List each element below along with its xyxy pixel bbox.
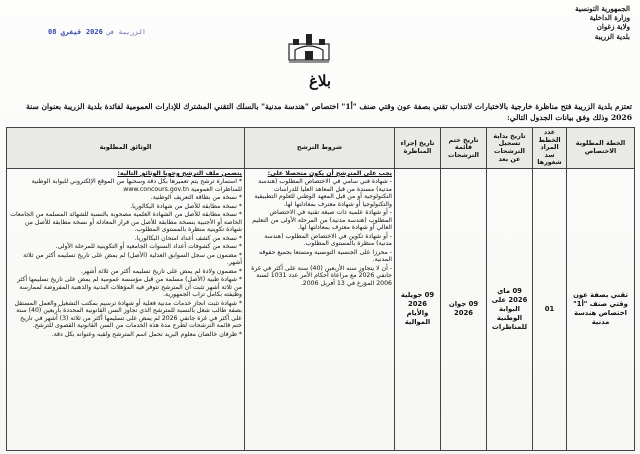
document-item: * نسخة من كشف أعداد امتحان البكالوريا.: [134, 234, 242, 242]
condition-item: - محرزا على الجنسية التونسية ومتمتعا بجميع حقوقه المدنية.: [259, 248, 392, 264]
condition-item: - أو شهادة تكوين في الاختصاص المطلوب (هندسة مدنية) منظرة بالمستوى المطلوب.: [264, 232, 392, 248]
cell-deposit-date: 09 ماي 2026 على البوابة الوطنية للمناظرات: [487, 168, 533, 450]
announcement-table: [6, 127, 635, 451]
documents-title: يتضمن ملف الترشح وجوبا الوثائق التالية:: [117, 169, 242, 177]
document-item: * استمارة ترشح يتم تعميرها بكل دقة وسحبها من الموقع الإلكتروني للبوابة الوطنية للمناظرات العمومية www.concours.gov.tn: [31, 178, 242, 193]
col-header-documents: الوثائق المطلوبة: [7, 128, 245, 169]
cell-exam-date: 09 جويلية 2026 والأيام الموالية: [395, 168, 441, 450]
issuer-header: [540, 4, 630, 41]
document-item: * مضمون ولادة لم يمض على تاريخ تسليمه أكثر من ثلاثة أشهر.: [81, 267, 242, 275]
document-item: * شهادة تثبت انجاز خدمات مدنية فعلية أو شهادة ترسيم بمكتب التشغيل والعمل المستقل بصفة طالب شغل بالنسبة للمترشح الذي تجاوز السن القانونية المحددة بأربعين (40) سنة على أكثر في غرة جانفي 2026 لم يمض على تسليمها أكثر من ثلاثة (3) أشهر في تاريخ ختم قائمة الترشحات لطرح مدة هذه الخدمات من السن القانونية القصوى للترشح.: [14, 299, 242, 330]
stamp-label: الزريبة في: [106, 28, 146, 36]
municipal-crest-icon: [285, 30, 333, 64]
condition-item: - أن لا يتجاوز سنه الأربعين (40) سنة على أكثر في غرة جانفي 2026 مع مراعاة أحكام الأمر عدد 1031 لسنة 2006 المؤرخ في 13 أفريل 2006.: [251, 264, 392, 287]
cell-documents: [7, 168, 245, 450]
col-header-speciality: الخطة المطلوبة الاختصاص: [567, 128, 635, 169]
header-line: الجمهورية التونسية: [575, 4, 630, 13]
col-header-conditions: شروط الترشح: [245, 128, 395, 169]
conditions-title: يجب على المترشح أن يكون متحصلا على:: [267, 169, 392, 177]
table-header-row: [7, 128, 635, 169]
document-item: * ظرفان خالصان معلوم البريد تحمل اسم المترشح ولقبه وعنوانه بكل دقة.: [51, 330, 242, 338]
header-line: بلدية الزريبة: [594, 31, 630, 41]
document-item: * نسخة من بطاقة التعريف الوطنية.: [150, 194, 242, 202]
table-row: [7, 168, 635, 450]
col-header-count: عدد الخطط المراد سد شغورها: [533, 128, 567, 169]
col-header-exam-date: تاريخ إجراء المناظرة: [395, 128, 441, 169]
col-header-closing-date: تاريخ ختم قائمة الترشحات: [441, 128, 487, 169]
cell-count: 01: [533, 168, 567, 450]
page-title: بلاغ: [308, 72, 332, 90]
condition-item: - شهادة فني سامي في الاختصاص المطلوب (هندسة مدنية) مسندة من قبل المعاهد العليا للدراسات التكنولوجية أو من قبل المعهد الوطني للعلوم التطبيقية والتكنولوجيا أو شهادة معترف بمعادلتها لها.: [254, 178, 392, 208]
header-line: ولاية زغوان: [596, 22, 630, 32]
document-item: * نسخة من كشوفات أعداد السنوات الجامعية أو التكوينية للمرحلة الأولى.: [55, 243, 242, 251]
cell-conditions: [245, 168, 395, 450]
stamp-date: 2026 فيفري 08: [48, 28, 103, 36]
document-item: * نسخة مطابقة للأصل من الشهادة العلمية مصحوبة بالنسبة للشهائد المسلمة من الجامعات الخاصة أو الأجنبية بنسخة مطابقة للأصل من قرار المعادلة أو نسخة مطابقة للأصل من شهادة تكوينية منظرة بالمستوى المطلوب.: [10, 211, 242, 234]
header-line: وزارة الداخلية: [589, 13, 630, 23]
document-item: * نسخة مطابقة للأصل من شهادة البكالوريا.: [130, 202, 242, 210]
col-header-deposit-date: تاريخ بداية تسجيل الترشحات عن بعد: [487, 128, 533, 169]
cell-speciality: تقني بصفة عون وقتي صنف "أ1" اختصاص هندسة مدنية: [567, 168, 635, 450]
document-item: * مضمون من سجل السوابق العدلية (الأصل) لم يمض على تاريخ تسليمه أكثر من ثلاثة أشهر.: [23, 251, 242, 267]
date-stamp: [48, 28, 148, 36]
cell-closing-date: 09 جوان 2026: [441, 168, 487, 450]
document-item: * شهادة طبية (الأصل) مسلمة من قبل مؤسسة عمومية لم يمض على تاريخ تسليمها أكثر من ثلاثة أشهر تثبت أن المترشح تتوفر فيه المؤهلات البدنية والذهنية المفروضة لممارسة وظيفته بكامل تراب الجمهورية.: [17, 276, 242, 299]
condition-item: - أو شهادة علمية ذات صبغة تقنية في الاختصاص المطلوب (هندسة مدنية) من المرحلة الأولى من التعليم العالي أو شهادة معترف بمعادلتها لها.: [252, 209, 392, 232]
intro-paragraph: تعتزم بلدية الزريبة فتح مناظرة خارجية بالاختبارات لانتداب تقني بصفة عون وقتي صنف "أ1" اختصاص "هندسة مدنية" بالسلك التقني المشترك للإدارات العمومية لفائدة بلدية الزريبة بعنوان سنة 2026 وذلك وفق بيانات الجدول التالي:: [26, 102, 632, 122]
